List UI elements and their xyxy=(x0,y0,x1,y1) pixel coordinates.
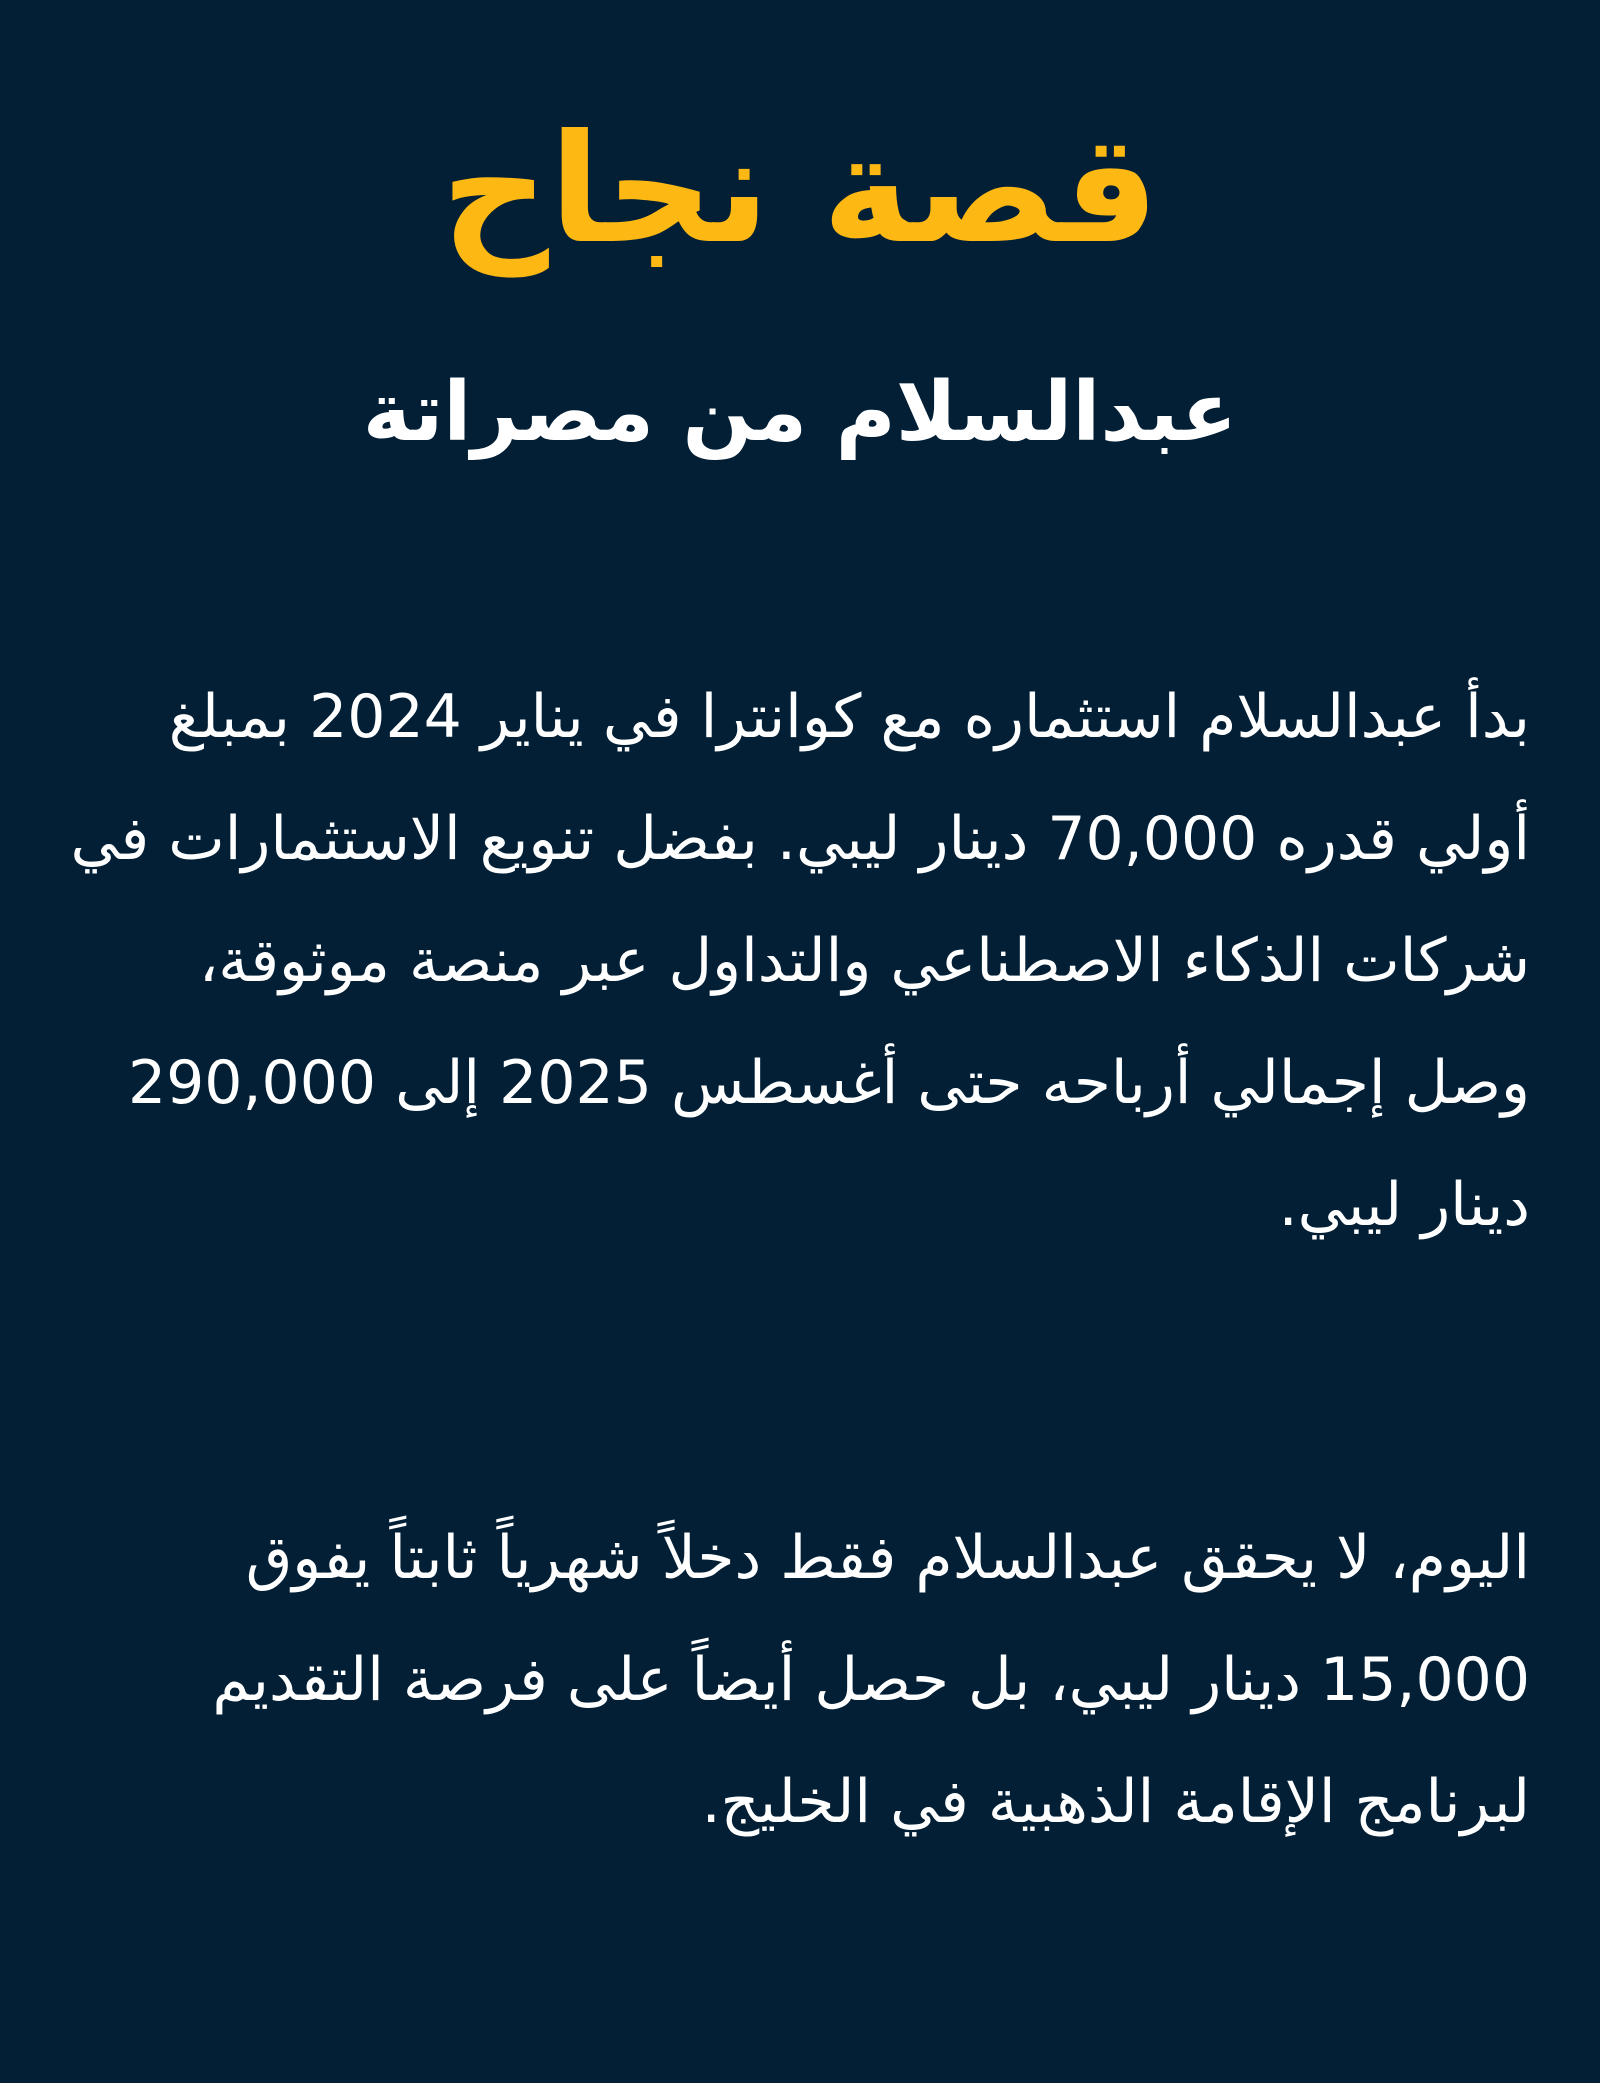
page-subtitle: عبدالسلام من مصراتة xyxy=(362,365,1238,460)
page-title: قصة نجاح xyxy=(440,103,1160,277)
story-paragraph-2: اليوم، لا يحقق عبدالسلام فقط دخلاً شهرياً ثابتاً يفوق 15,000 دينار ليبي، بل حصل أيضاً على فرصة التقديم لبرنامج الإقامة الذهبية في الخليج. xyxy=(212,1523,1530,1837)
story-paragraph-1: بدأ عبدالسلام استثماره مع كوانترا في يناير 2024 بمبلغ أولي قدره 70,000 دينار ليبي. بفضل تنويع الاستثمارات في شركات الذكاء الاصطناعي والتداول عبر منصة موثوقة، وصل إجمالي أرباحه حتى أغسطس 2025 إلى 290,000 دينار ليبي. xyxy=(70,682,1530,1240)
